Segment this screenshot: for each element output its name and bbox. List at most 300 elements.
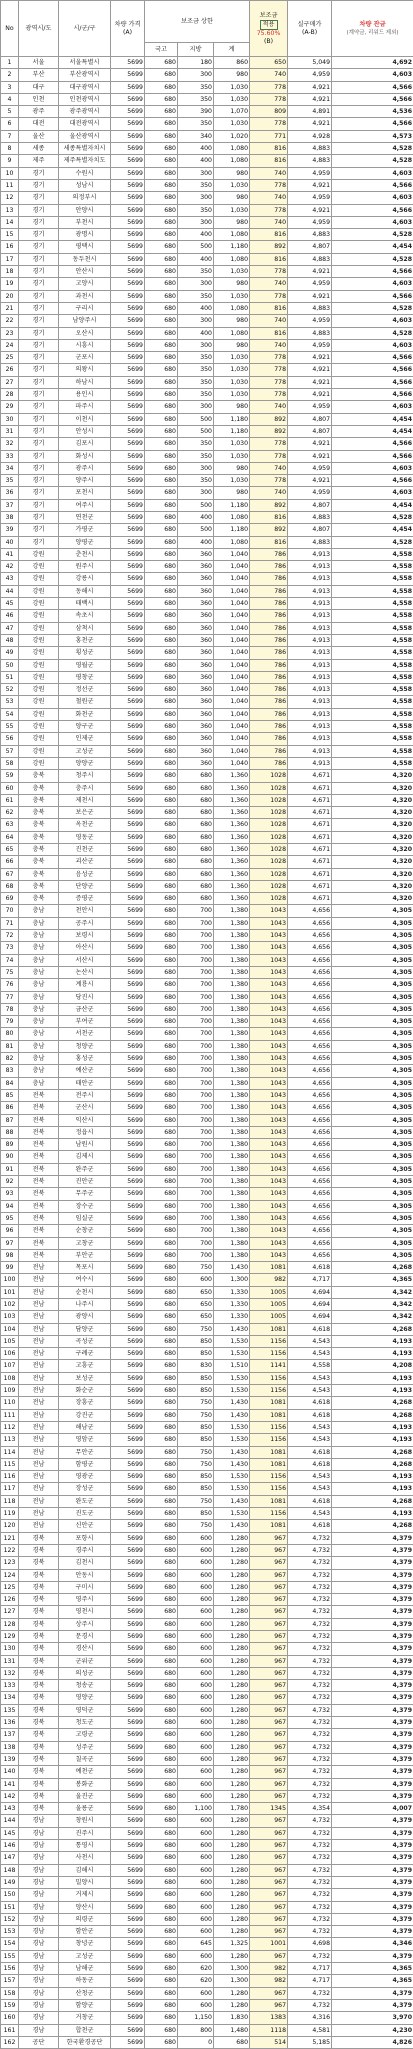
row-price: 5699 bbox=[111, 610, 145, 622]
row-national: 680 bbox=[145, 770, 178, 782]
row-final: 4,454 bbox=[332, 413, 413, 425]
row-sum: 1,300 bbox=[214, 1975, 250, 1987]
row-applied: 967 bbox=[250, 1926, 288, 1938]
row-applied: 740 bbox=[250, 401, 288, 413]
row-city: 양평군 bbox=[59, 536, 111, 548]
row-applied: 778 bbox=[250, 266, 288, 278]
row-purchase: 4,656 bbox=[288, 1139, 332, 1151]
row-price: 5699 bbox=[111, 1680, 145, 1692]
row-applied: 892 bbox=[250, 241, 288, 253]
row-local: 600 bbox=[178, 1753, 214, 1765]
row-national: 680 bbox=[145, 1040, 178, 1052]
row-purchase: 4,732 bbox=[288, 1581, 332, 1593]
row-local: 650 bbox=[178, 1298, 214, 1310]
row-purchase: 4,921 bbox=[288, 266, 332, 278]
table-row bbox=[1, 893, 413, 905]
row-national: 680 bbox=[145, 1889, 178, 1901]
row-applied: 1043 bbox=[250, 1188, 288, 1200]
row-city: 무주군 bbox=[59, 1188, 111, 1200]
row-region: 경기 bbox=[19, 413, 59, 425]
row-region: 공단 bbox=[19, 2036, 59, 2048]
row-price: 5699 bbox=[111, 1655, 145, 1667]
applied-unit: (B) bbox=[264, 38, 273, 45]
row-final: 4,193 bbox=[332, 1348, 413, 1360]
row-final: 4,268 bbox=[332, 1397, 413, 1409]
row-final: 4,342 bbox=[332, 1286, 413, 1298]
row-no: 59 bbox=[1, 770, 19, 782]
row-final: 4,603 bbox=[332, 401, 413, 413]
row-region: 경기 bbox=[19, 179, 59, 191]
row-applied: 1156 bbox=[250, 1372, 288, 1384]
row-final: 4,558 bbox=[332, 671, 413, 683]
row-sum: 1,040 bbox=[214, 585, 250, 597]
row-price: 5699 bbox=[111, 1717, 145, 1729]
row-city: 남원시 bbox=[59, 1139, 111, 1151]
row-city: 남양주시 bbox=[59, 315, 111, 327]
row-sum: 1,380 bbox=[214, 917, 250, 929]
row-region: 경북 bbox=[19, 1643, 59, 1655]
row-region: 충남 bbox=[19, 1016, 59, 1028]
row-no: 13 bbox=[1, 204, 19, 216]
row-local: 400 bbox=[178, 511, 214, 523]
row-price: 5699 bbox=[111, 118, 145, 130]
row-local: 600 bbox=[178, 1950, 214, 1962]
row-region: 경북 bbox=[19, 1667, 59, 1679]
row-price: 5699 bbox=[111, 204, 145, 216]
row-region: 충남 bbox=[19, 1003, 59, 1015]
row-national: 680 bbox=[145, 880, 178, 892]
row-local: 750 bbox=[178, 1520, 214, 1532]
row-no: 141 bbox=[1, 1778, 19, 1790]
row-region: 경기 bbox=[19, 266, 59, 278]
table-row bbox=[1, 499, 413, 511]
row-price: 5699 bbox=[111, 1729, 145, 1741]
table-row bbox=[1, 1188, 413, 1200]
row-no: 15 bbox=[1, 229, 19, 241]
row-local: 700 bbox=[178, 1016, 214, 1028]
row-final: 4,379 bbox=[332, 1544, 413, 1556]
row-local: 400 bbox=[178, 155, 214, 167]
row-sum: 1,380 bbox=[214, 1016, 250, 1028]
row-sum: 1,330 bbox=[214, 1298, 250, 1310]
row-applied: 1043 bbox=[250, 1176, 288, 1188]
row-price: 5699 bbox=[111, 880, 145, 892]
table-row bbox=[1, 1016, 413, 1028]
row-sum: 1,030 bbox=[214, 93, 250, 105]
row-city: 거제시 bbox=[59, 1889, 111, 1901]
row-price: 5699 bbox=[111, 1508, 145, 1520]
row-applied: 771 bbox=[250, 130, 288, 142]
row-purchase: 4,618 bbox=[288, 1520, 332, 1532]
row-local: 850 bbox=[178, 1421, 214, 1433]
row-sum: 1,030 bbox=[214, 389, 250, 401]
row-final: 4,379 bbox=[332, 1667, 413, 1679]
row-no: 89 bbox=[1, 1139, 19, 1151]
row-local: 600 bbox=[178, 1655, 214, 1667]
row-price: 5699 bbox=[111, 499, 145, 511]
row-price: 5699 bbox=[111, 696, 145, 708]
row-no: 74 bbox=[1, 954, 19, 966]
row-region: 경남 bbox=[19, 1987, 59, 1999]
row-price: 5699 bbox=[111, 1495, 145, 1507]
row-national: 680 bbox=[145, 1852, 178, 1864]
row-region: 경기 bbox=[19, 524, 59, 536]
row-region: 충남 bbox=[19, 979, 59, 991]
row-applied: 967 bbox=[250, 1631, 288, 1643]
row-purchase: 4,807 bbox=[288, 425, 332, 437]
table-row bbox=[1, 1655, 413, 1667]
row-no: 161 bbox=[1, 2024, 19, 2036]
row-price: 5699 bbox=[111, 856, 145, 868]
row-region: 경북 bbox=[19, 1803, 59, 1815]
row-price: 5699 bbox=[111, 413, 145, 425]
row-applied: 1043 bbox=[250, 1139, 288, 1151]
row-final: 4,305 bbox=[332, 991, 413, 1003]
row-no: 68 bbox=[1, 880, 19, 892]
table-row bbox=[1, 1667, 413, 1679]
table-row bbox=[1, 2024, 413, 2036]
row-region: 전남 bbox=[19, 1335, 59, 1347]
row-applied: 816 bbox=[250, 327, 288, 339]
row-applied: 778 bbox=[250, 93, 288, 105]
row-region: 전북 bbox=[19, 1163, 59, 1175]
row-city: 영덕군 bbox=[59, 1704, 111, 1716]
row-national: 680 bbox=[145, 1876, 178, 1888]
table-row bbox=[1, 1987, 413, 1999]
row-local: 700 bbox=[178, 1200, 214, 1212]
row-city: 태백시 bbox=[59, 598, 111, 610]
row-city: 대전광역시 bbox=[59, 118, 111, 130]
table-row bbox=[1, 585, 413, 597]
row-purchase: 4,732 bbox=[288, 1753, 332, 1765]
table-row bbox=[1, 1827, 413, 1839]
row-no: 152 bbox=[1, 1913, 19, 1925]
row-price: 5699 bbox=[111, 1913, 145, 1925]
row-purchase: 4,618 bbox=[288, 1458, 332, 1470]
row-no: 137 bbox=[1, 1729, 19, 1741]
row-sum: 1,325 bbox=[214, 1938, 250, 1950]
row-local: 850 bbox=[178, 1335, 214, 1347]
row-price: 5699 bbox=[111, 1065, 145, 1077]
row-purchase: 4,618 bbox=[288, 1446, 332, 1458]
row-city: 강릉시 bbox=[59, 573, 111, 585]
row-sum: 1,040 bbox=[214, 684, 250, 696]
row-applied: 967 bbox=[250, 1532, 288, 1544]
row-national: 680 bbox=[145, 1335, 178, 1347]
row-applied: 778 bbox=[250, 450, 288, 462]
row-sum: 980 bbox=[214, 278, 250, 290]
table-row bbox=[1, 143, 413, 155]
row-applied: 967 bbox=[250, 1581, 288, 1593]
table-row bbox=[1, 1028, 413, 1040]
row-final: 4,379 bbox=[332, 1864, 413, 1876]
row-national: 680 bbox=[145, 1520, 178, 1532]
row-final: 4,268 bbox=[332, 1323, 413, 1335]
row-region: 경남 bbox=[19, 1926, 59, 1938]
row-purchase: 4,656 bbox=[288, 1237, 332, 1249]
row-national: 680 bbox=[145, 1680, 178, 1692]
row-price: 5699 bbox=[111, 1102, 145, 1114]
row-national: 680 bbox=[145, 1077, 178, 1089]
row-region: 경남 bbox=[19, 1852, 59, 1864]
row-applied: 786 bbox=[250, 573, 288, 585]
row-final: 4,379 bbox=[332, 1889, 413, 1901]
applied-rate: 75.60% bbox=[257, 30, 281, 37]
row-sum: 1,040 bbox=[214, 622, 250, 634]
row-final: 4,342 bbox=[332, 1298, 413, 1310]
row-final: 4,528 bbox=[332, 253, 413, 265]
row-sum: 1,360 bbox=[214, 868, 250, 880]
row-sum: 1,280 bbox=[214, 1704, 250, 1716]
row-price: 5699 bbox=[111, 1532, 145, 1544]
table-row bbox=[1, 1311, 413, 1323]
row-city: 안산시 bbox=[59, 266, 111, 278]
row-final: 4,305 bbox=[332, 1065, 413, 1077]
row-applied: 816 bbox=[250, 511, 288, 523]
row-applied: 740 bbox=[250, 462, 288, 474]
row-no: 115 bbox=[1, 1458, 19, 1470]
row-local: 600 bbox=[178, 1631, 214, 1643]
row-city: 진천군 bbox=[59, 844, 111, 856]
row-no: 158 bbox=[1, 1987, 19, 1999]
row-final: 4,379 bbox=[332, 1766, 413, 1778]
row-city: 무안군 bbox=[59, 1446, 111, 1458]
row-price: 5699 bbox=[111, 536, 145, 548]
row-final: 4,558 bbox=[332, 634, 413, 646]
row-no: 135 bbox=[1, 1704, 19, 1716]
row-purchase: 4,671 bbox=[288, 893, 332, 905]
row-applied: 786 bbox=[250, 696, 288, 708]
row-city: 광주시 bbox=[59, 462, 111, 474]
row-applied: 1081 bbox=[250, 1397, 288, 1409]
row-city: 당진시 bbox=[59, 991, 111, 1003]
row-price: 5699 bbox=[111, 598, 145, 610]
row-national: 680 bbox=[145, 1176, 178, 1188]
row-national: 680 bbox=[145, 1028, 178, 1040]
row-final: 4,379 bbox=[332, 1741, 413, 1753]
table-row bbox=[1, 782, 413, 794]
row-final: 4,558 bbox=[332, 659, 413, 671]
row-national: 680 bbox=[145, 1003, 178, 1015]
row-region: 강원 bbox=[19, 696, 59, 708]
row-region: 경북 bbox=[19, 1581, 59, 1593]
row-city: 부여군 bbox=[59, 1016, 111, 1028]
row-local: 700 bbox=[178, 1176, 214, 1188]
row-region: 경북 bbox=[19, 1790, 59, 1802]
row-city: 고성군 bbox=[59, 745, 111, 757]
row-local: 400 bbox=[178, 229, 214, 241]
row-national: 680 bbox=[145, 352, 178, 364]
row-purchase: 4,656 bbox=[288, 1176, 332, 1188]
row-national: 680 bbox=[145, 278, 178, 290]
col-local-header: 지방 bbox=[178, 43, 214, 57]
row-price: 5699 bbox=[111, 1151, 145, 1163]
row-sum: 1,280 bbox=[214, 1544, 250, 1556]
row-applied: 740 bbox=[250, 278, 288, 290]
row-final: 4,558 bbox=[332, 733, 413, 745]
row-national: 680 bbox=[145, 1102, 178, 1114]
row-no: 65 bbox=[1, 844, 19, 856]
row-applied: 1043 bbox=[250, 1077, 288, 1089]
row-local: 700 bbox=[178, 930, 214, 942]
table-row bbox=[1, 1237, 413, 1249]
row-purchase: 4,883 bbox=[288, 229, 332, 241]
row-national: 680 bbox=[145, 1163, 178, 1175]
row-region: 전남 bbox=[19, 1421, 59, 1433]
row-applied: 1043 bbox=[250, 1212, 288, 1224]
row-city: 포천시 bbox=[59, 487, 111, 499]
row-final: 4,305 bbox=[332, 917, 413, 929]
row-no: 71 bbox=[1, 917, 19, 929]
row-local: 850 bbox=[178, 1434, 214, 1446]
row-region: 경북 bbox=[19, 1655, 59, 1667]
row-sum: 1,380 bbox=[214, 966, 250, 978]
row-city: 천안시 bbox=[59, 905, 111, 917]
row-price: 5699 bbox=[111, 1975, 145, 1987]
row-local: 400 bbox=[178, 143, 214, 155]
row-price: 5699 bbox=[111, 1963, 145, 1975]
row-region: 경남 bbox=[19, 1864, 59, 1876]
row-price: 5699 bbox=[111, 364, 145, 376]
row-sum: 1,040 bbox=[214, 708, 250, 720]
row-applied: 1081 bbox=[250, 1446, 288, 1458]
row-region: 전남 bbox=[19, 1372, 59, 1384]
row-national: 680 bbox=[145, 130, 178, 142]
row-no: 7 bbox=[1, 130, 19, 142]
row-price: 5699 bbox=[111, 1815, 145, 1827]
row-purchase: 4,732 bbox=[288, 1778, 332, 1790]
row-purchase: 4,656 bbox=[288, 1114, 332, 1126]
table-row bbox=[1, 917, 413, 929]
row-final: 4,566 bbox=[332, 389, 413, 401]
row-sum: 1,360 bbox=[214, 794, 250, 806]
row-national: 680 bbox=[145, 1434, 178, 1446]
row-local: 600 bbox=[178, 1704, 214, 1716]
row-sum: 1,280 bbox=[214, 1631, 250, 1643]
row-no: 101 bbox=[1, 1286, 19, 1298]
row-purchase: 4,656 bbox=[288, 1151, 332, 1163]
row-no: 44 bbox=[1, 585, 19, 597]
table-row bbox=[1, 1532, 413, 1544]
row-city: 파주시 bbox=[59, 401, 111, 413]
row-price: 5699 bbox=[111, 622, 145, 634]
row-final: 4,268 bbox=[332, 1409, 413, 1421]
row-final: 4,208 bbox=[332, 1360, 413, 1372]
row-national: 680 bbox=[145, 1741, 178, 1753]
row-national: 680 bbox=[145, 1065, 178, 1077]
row-local: 1,100 bbox=[178, 1803, 214, 1815]
row-applied: 967 bbox=[250, 1840, 288, 1852]
row-sum: 1,430 bbox=[214, 1262, 250, 1274]
table-row bbox=[1, 462, 413, 474]
row-purchase: 4,732 bbox=[288, 1876, 332, 1888]
row-price: 5699 bbox=[111, 57, 145, 69]
row-price: 5699 bbox=[111, 1114, 145, 1126]
row-local: 300 bbox=[178, 487, 214, 499]
row-region: 강원 bbox=[19, 684, 59, 696]
row-city: 영암군 bbox=[59, 1434, 111, 1446]
row-local: 700 bbox=[178, 1225, 214, 1237]
row-final: 4,603 bbox=[332, 278, 413, 290]
table-row bbox=[1, 1077, 413, 1089]
row-region: 경기 bbox=[19, 167, 59, 179]
row-applied: 1043 bbox=[250, 1126, 288, 1138]
row-sum: 1,280 bbox=[214, 1618, 250, 1630]
row-region: 경북 bbox=[19, 1729, 59, 1741]
row-sum: 1,430 bbox=[214, 1495, 250, 1507]
row-price: 5699 bbox=[111, 1188, 145, 1200]
row-no: 84 bbox=[1, 1077, 19, 1089]
row-purchase: 4,921 bbox=[288, 118, 332, 130]
table-row bbox=[1, 413, 413, 425]
row-sum: 1,280 bbox=[214, 1790, 250, 1802]
row-purchase: 4,921 bbox=[288, 376, 332, 388]
row-final: 4,379 bbox=[332, 1680, 413, 1692]
row-city: 평창군 bbox=[59, 671, 111, 683]
row-city: 구리시 bbox=[59, 302, 111, 314]
row-local: 350 bbox=[178, 352, 214, 364]
row-national: 680 bbox=[145, 93, 178, 105]
row-applied: 1028 bbox=[250, 893, 288, 905]
row-applied: 816 bbox=[250, 302, 288, 314]
row-city: 김해시 bbox=[59, 1864, 111, 1876]
row-applied: 1043 bbox=[250, 1065, 288, 1077]
row-purchase: 4,543 bbox=[288, 1434, 332, 1446]
row-sum: 1,380 bbox=[214, 991, 250, 1003]
row-sum: 1,040 bbox=[214, 659, 250, 671]
row-price: 5699 bbox=[111, 425, 145, 437]
row-local: 800 bbox=[178, 2024, 214, 2036]
row-city: 구례군 bbox=[59, 1348, 111, 1360]
row-price: 5699 bbox=[111, 954, 145, 966]
row-price: 5699 bbox=[111, 143, 145, 155]
row-region: 경기 bbox=[19, 499, 59, 511]
table-row bbox=[1, 1864, 413, 1876]
row-national: 680 bbox=[145, 1421, 178, 1433]
row-no: 138 bbox=[1, 1741, 19, 1753]
row-sum: 1,030 bbox=[214, 290, 250, 302]
row-purchase: 4,656 bbox=[288, 1003, 332, 1015]
row-region: 충북 bbox=[19, 831, 59, 843]
table-row bbox=[1, 1889, 413, 1901]
row-national: 680 bbox=[145, 462, 178, 474]
row-final: 4,566 bbox=[332, 450, 413, 462]
row-region: 전남 bbox=[19, 1286, 59, 1298]
row-final: 4,305 bbox=[332, 1003, 413, 1015]
table-row bbox=[1, 1963, 413, 1975]
row-price: 5699 bbox=[111, 1704, 145, 1716]
row-local: 600 bbox=[178, 1790, 214, 1802]
row-national: 680 bbox=[145, 536, 178, 548]
row-region: 경남 bbox=[19, 1913, 59, 1925]
row-city: 양주시 bbox=[59, 475, 111, 487]
row-final: 4,268 bbox=[332, 1458, 413, 1470]
col-price-header bbox=[111, 1, 145, 57]
row-region: 강원 bbox=[19, 610, 59, 622]
row-applied: 1081 bbox=[250, 1409, 288, 1421]
row-region: 강원 bbox=[19, 733, 59, 745]
row-local: 1,150 bbox=[178, 2012, 214, 2024]
row-price: 5699 bbox=[111, 106, 145, 118]
row-no: 105 bbox=[1, 1335, 19, 1347]
row-applied: 786 bbox=[250, 671, 288, 683]
row-final: 4,320 bbox=[332, 831, 413, 843]
row-national: 680 bbox=[145, 1200, 178, 1212]
row-purchase: 4,921 bbox=[288, 204, 332, 216]
row-sum: 1,380 bbox=[214, 979, 250, 991]
row-no: 111 bbox=[1, 1409, 19, 1421]
row-final: 4,379 bbox=[332, 1631, 413, 1643]
